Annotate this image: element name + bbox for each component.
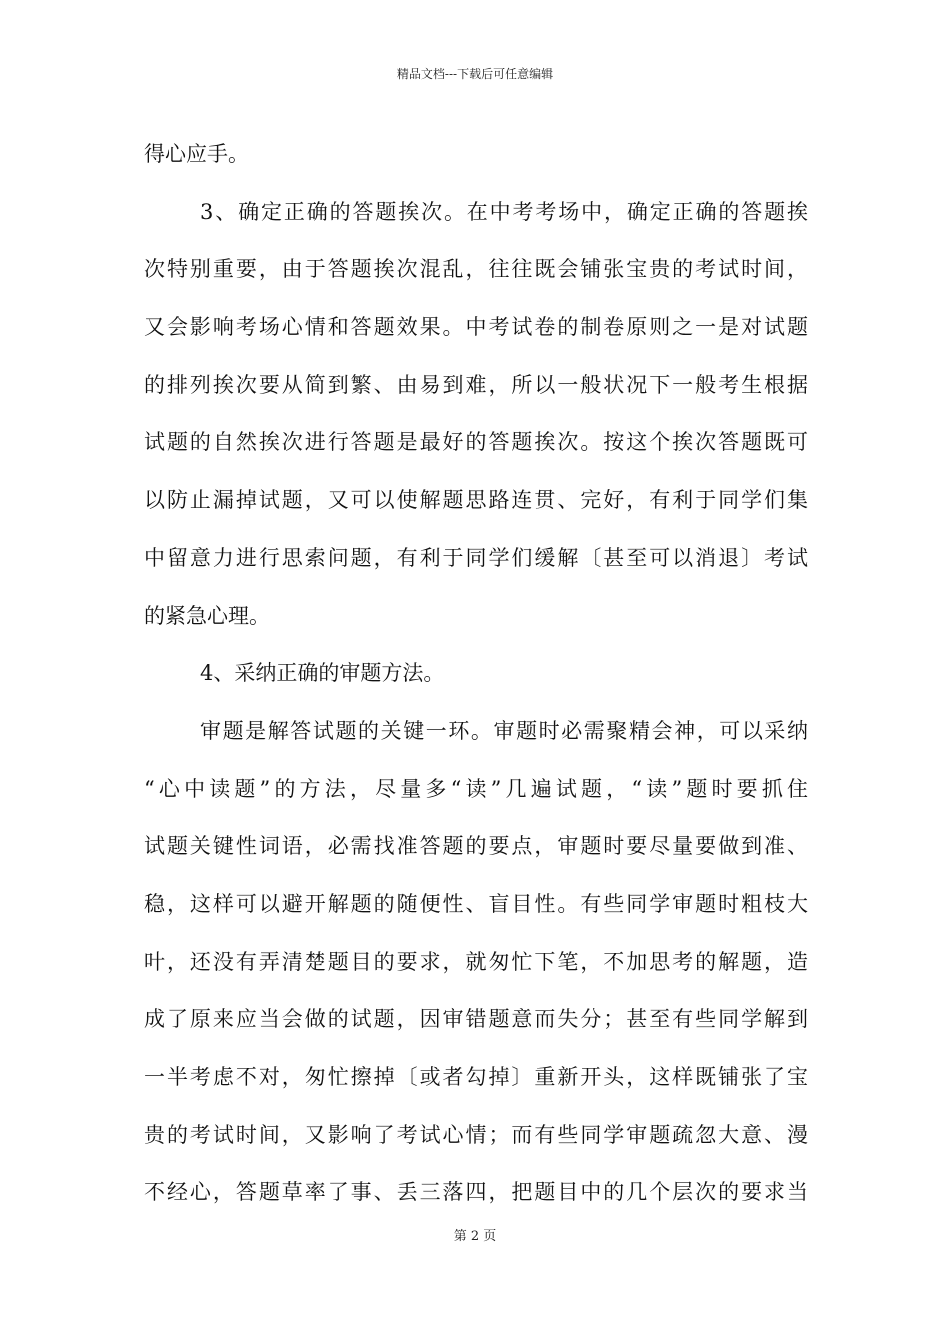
text-line: 审题是解答试题的关键一环。审题时必需聚精会神，可以采纳 (200, 718, 808, 743)
text-line: 试题的自然挨次进行答题是最好的答题挨次。按这个挨次答题既可 (144, 430, 808, 455)
text-line: 得心应手。 (144, 142, 249, 166)
text-line: 中留意力进行思索问题，有利于同学们缓解〔甚至可以消退〕考试 (144, 545, 808, 570)
text-line: 又会影响考场心情和答题效果。中考试卷的制卷原则之一是对试题 (144, 315, 808, 340)
text-line: 叶，还没有弄清楚题目的要求，就匆忙下笔，不加思考的解题，造 (144, 949, 808, 974)
text-line: 不经心，答题草率了事、丢三落四，把题目中的几个层次的要求当 (144, 1180, 808, 1205)
text-line: 以防止漏掉试题，又可以使解题思路连贯、完好，有利于同学们集 (144, 488, 808, 513)
page-header: 精品文档---下载后可任意编辑 (396, 67, 554, 81)
body-text (144, 126, 808, 1222)
text-line: “心中读题”的方法，尽量多“读”几遍试题，“读”题时要抓住 (144, 776, 808, 801)
text-line: 一半考虑不对，匆忙擦掉〔或者勾掉〕重新开头，这样既铺张了宝 (144, 1065, 808, 1089)
text-line: 贵的考试时间，又影响了考试心情；而有些同学审题疏忽大意、漫 (144, 1122, 808, 1147)
text-line: 的排列挨次要从简到繁、由易到难，所以一般状况下一般考生根据 (144, 372, 808, 397)
text-line: 的紧急心理。 (144, 603, 270, 628)
text-line: 4、采纳正确的审题方法。 (200, 661, 445, 686)
text-line: 成了原来应当会做的试题，因审错题意而失分；甚至有些同学解到 (144, 1007, 808, 1032)
text-line: 次特别重要，由于答题挨次混乱，往往既会铺张宝贵的考试时间， (144, 257, 808, 282)
text-line: 3、确定正确的答题挨次。在中考考场中，确定正确的答题挨 (200, 199, 808, 224)
page-number: 第 2 页 (453, 1229, 497, 1244)
text-line: 稳，这样可以避开解题的随便性、盲目性。有些同学审题时粗枝大 (144, 891, 808, 916)
text-line: 试题关键性词语，必需找准答题的要点，审题时要尽量要做到准、 (144, 834, 808, 859)
